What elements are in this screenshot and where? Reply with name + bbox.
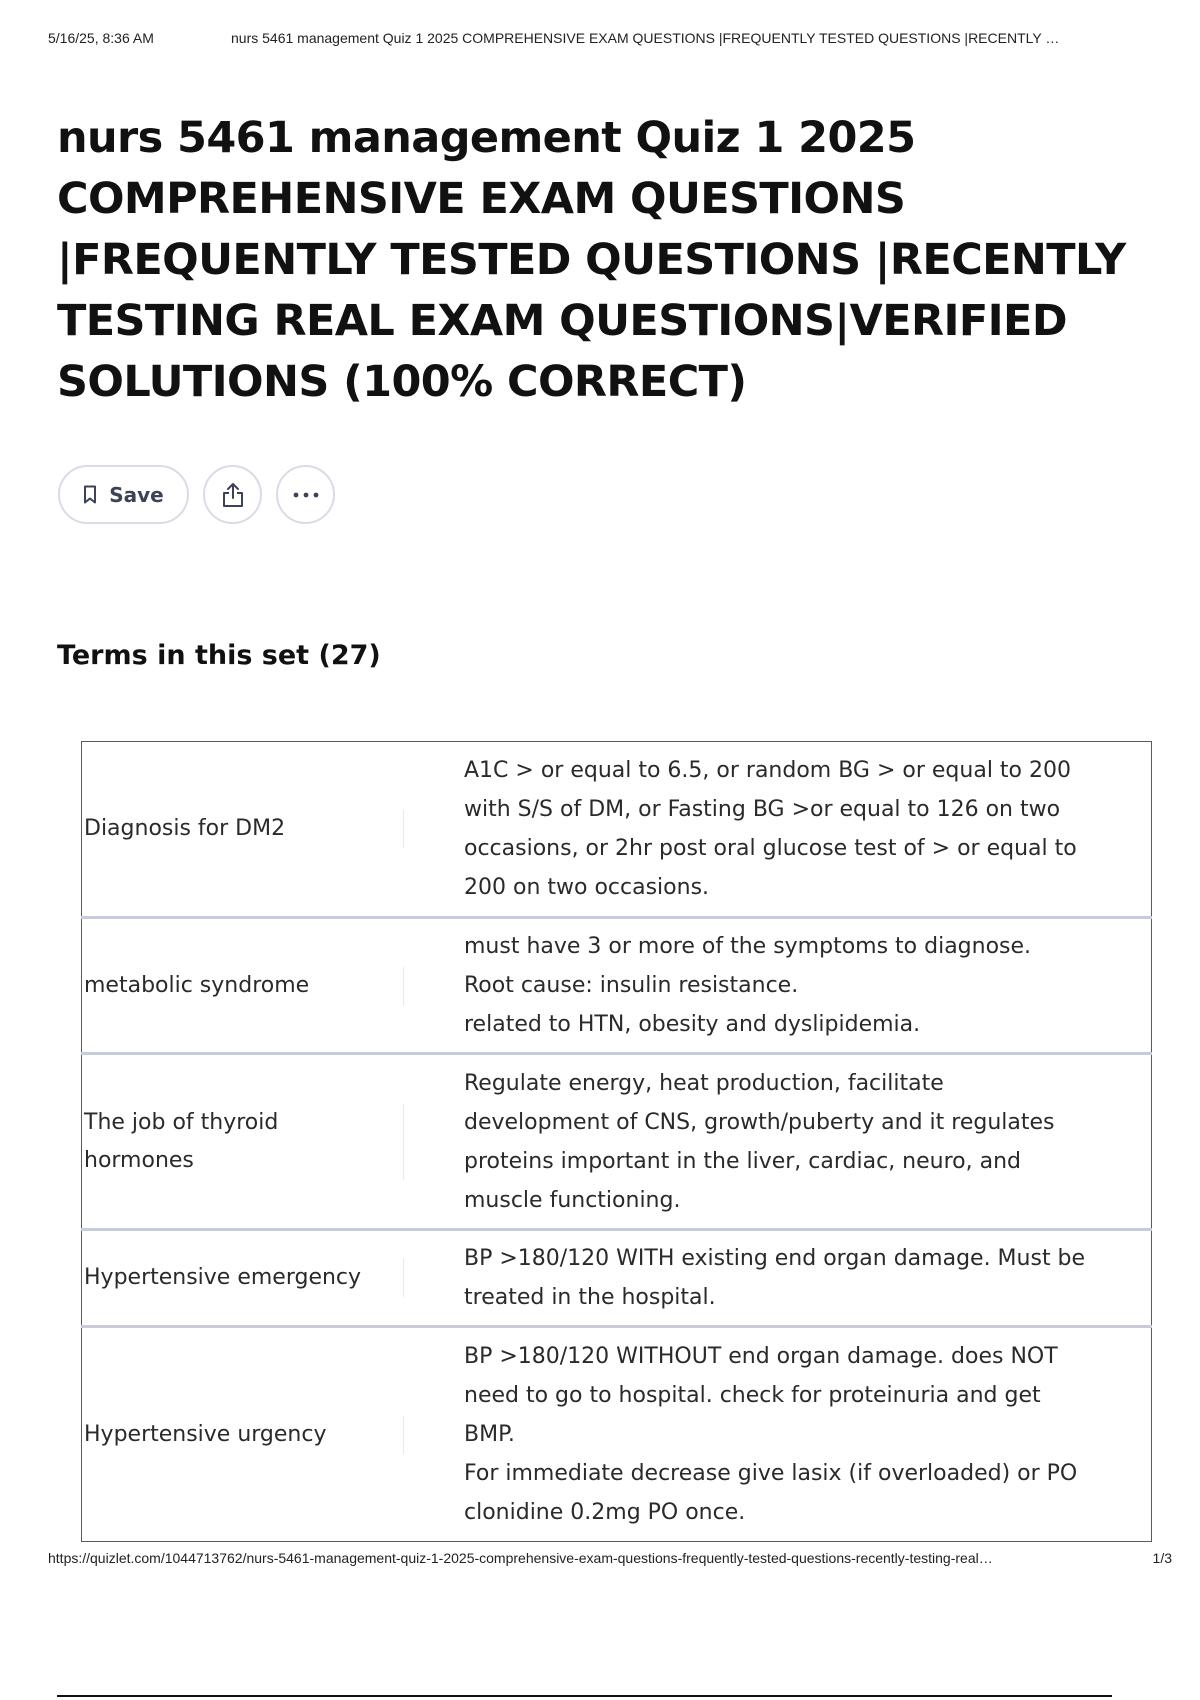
table-row xyxy=(82,1054,1152,1230)
definition-cell: must have 3 or more of the symptoms to diagnose. Root cause: insulin resistance. related to HTN, obesity and dyslipidemia. xyxy=(464,934,1032,1037)
term-cell xyxy=(82,1230,417,1327)
save-label: Save xyxy=(109,482,164,507)
table-row xyxy=(82,1327,1152,1542)
print-footer xyxy=(48,1550,1172,1566)
print-date: 5/16/25, 8:36 AM xyxy=(48,30,154,46)
term-cell xyxy=(82,918,417,1054)
term-cell xyxy=(82,1327,417,1542)
action-bar xyxy=(58,465,335,524)
page-title: nurs 5461 management Quiz 1 2025 COMPREHENSIVE EXAM QUESTIONS |FREQUENTLY TESTED QUESTIONS |RECENTLY TESTING REAL EXAM QUESTIONS|VERIFIED SOLUTIONS (100% CORRECT) xyxy=(57,113,1126,407)
term-text: metabolic syndrome xyxy=(84,967,404,1005)
print-header xyxy=(48,30,1172,46)
save-button[interactable] xyxy=(58,465,189,524)
divider xyxy=(57,1695,1112,1697)
term-text: The job of thyroid hormones xyxy=(84,1104,404,1180)
term-text: Hypertensive urgency xyxy=(84,1416,404,1454)
terms-count-heading: Terms in this set (27) xyxy=(57,640,381,671)
more-options-button[interactable] xyxy=(276,465,335,524)
terms-table xyxy=(81,741,1152,1542)
table-row xyxy=(82,1230,1152,1327)
bookmark-icon xyxy=(83,485,97,504)
print-url[interactable]: https://quizlet.com/1044713762/nurs-5461-management-quiz-1-2025-comprehensive-exam-questions-frequently-tested-questions-recently-testing-real… xyxy=(48,1550,993,1566)
definition-cell: BP >180/120 WITH existing end organ damage. Must be treated in the hospital. xyxy=(464,1246,1086,1310)
definition-cell: Regulate energy, heat production, facilitate development of CNS, growth/puberty and it regulates proteins important in the liver, cardiac, neuro, and muscle functioning. xyxy=(464,1070,1055,1213)
term-cell xyxy=(82,1054,417,1230)
definition-cell: BP >180/120 WITHOUT end organ damage. does NOT need to go to hospital. check for proteinuria and get BMP. For immediate decrease give lasix (if overloaded) or PO clonidine 0.2mg PO once. xyxy=(464,1344,1078,1525)
share-button[interactable] xyxy=(203,465,262,524)
term-text: Hypertensive emergency xyxy=(84,1259,404,1297)
page-number: 1/3 xyxy=(1152,1550,1172,1566)
definition-cell: A1C > or equal to 6.5, or random BG > or equal to 200 with S/S of DM, or Fasting BG >or equal to 126 on two occasions, or 2hr post oral glucose test of > or equal to 200 on two occasions. xyxy=(464,758,1077,900)
more-icon xyxy=(293,492,319,498)
table-row xyxy=(82,742,1152,918)
print-page-title: nurs 5461 management Quiz 1 2025 COMPREHENSIVE EXAM QUESTIONS |FREQUENTLY TESTED QUESTIONS |RECENTLY … xyxy=(231,30,1060,46)
table-row xyxy=(82,918,1152,1054)
share-icon xyxy=(221,482,245,508)
term-cell xyxy=(82,742,417,918)
term-text: Diagnosis for DM2 xyxy=(84,810,404,848)
